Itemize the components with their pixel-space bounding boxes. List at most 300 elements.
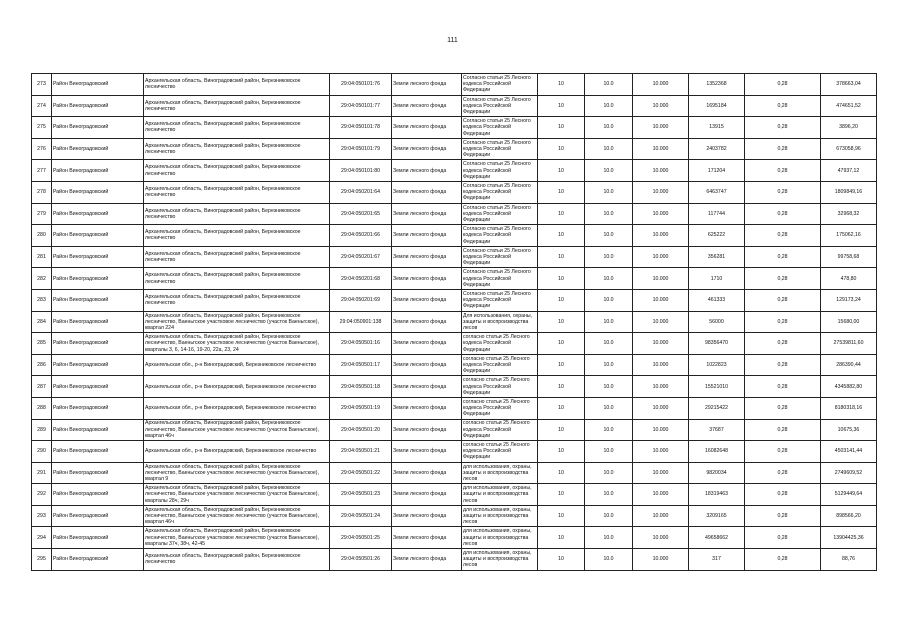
value-cell: 10.000 <box>633 549 689 571</box>
legal-basis-cell: согласно статьи 25 Лесного кодекса Российской Федерации <box>462 441 538 463</box>
value-cell: 10 <box>538 181 585 203</box>
value-cell: 10 <box>538 333 585 355</box>
row-number-cell: 285 <box>32 333 52 355</box>
row-number-cell: 288 <box>32 397 52 419</box>
value-cell: 10.000 <box>633 484 689 506</box>
rate-cell: 0,28 <box>745 549 821 571</box>
value-cell: 10.0 <box>585 462 633 484</box>
row-number-cell: 289 <box>32 419 52 441</box>
cadastral-number-cell: 29:04:050501:18 <box>330 376 392 398</box>
rate-cell: 0,28 <box>745 160 821 182</box>
area-cell: 56000 <box>689 311 745 333</box>
row-number-cell: 290 <box>32 441 52 463</box>
value-cell: 10 <box>538 527 585 549</box>
area-cell: 625222 <box>689 225 745 247</box>
table-row <box>32 289 877 311</box>
area-cell: 1022823 <box>689 354 745 376</box>
area-cell: 2403782 <box>689 138 745 160</box>
table-row <box>32 246 877 268</box>
land-register-table <box>31 73 877 571</box>
value-cell: 10.0 <box>585 160 633 182</box>
value-cell: 10 <box>538 268 585 290</box>
address-cell: Архангельская область, Виноградовский район, Березниковское лесничество <box>144 246 330 268</box>
value-cell: 10.000 <box>633 289 689 311</box>
rate-cell: 0,28 <box>745 354 821 376</box>
land-category-cell: Земли лесного фонда <box>392 419 462 441</box>
rate-cell: 0,28 <box>745 484 821 506</box>
legal-basis-cell: Согласно статьи 25 Лесного кодекса Российской Федерации <box>462 246 538 268</box>
address-cell: Архангельская обл., р-н Виноградовский, Березниковское лесничество <box>144 397 330 419</box>
table-row <box>32 333 877 355</box>
district-cell: Район Виноградовский <box>52 419 144 441</box>
rate-cell: 0,28 <box>745 311 821 333</box>
value-cell: 10.000 <box>633 95 689 117</box>
district-cell: Район Виноградовский <box>52 289 144 311</box>
sum-cell: 13904425,36 <box>821 527 877 549</box>
row-number-cell: 282 <box>32 268 52 290</box>
table-row <box>32 225 877 247</box>
address-cell: Архангельская область, Виноградовский район, Березниковское лесничество <box>144 181 330 203</box>
land-category-cell: Земли лесного фонда <box>392 376 462 398</box>
address-cell: Архангельская область, Виноградовский район, Березниковское лесничество <box>144 117 330 139</box>
value-cell: 10.000 <box>633 462 689 484</box>
legal-basis-cell: Согласно статьи 25 Лесного кодекса Российской Федерации <box>462 74 538 96</box>
legal-basis-cell: для использования, охраны, защиты и воспроизводства лесов <box>462 549 538 571</box>
row-number-cell: 295 <box>32 549 52 571</box>
value-cell: 10.000 <box>633 441 689 463</box>
row-number-cell: 291 <box>32 462 52 484</box>
rate-cell: 0,28 <box>745 419 821 441</box>
table-row <box>32 462 877 484</box>
cadastral-number-cell: 29:04:050901:138 <box>330 311 392 333</box>
cadastral-number-cell: 29:04:050201:68 <box>330 268 392 290</box>
area-cell: 461333 <box>689 289 745 311</box>
cadastral-number-cell: 29:04:050501:20 <box>330 419 392 441</box>
area-cell: 3209165 <box>689 505 745 527</box>
value-cell: 10.000 <box>633 74 689 96</box>
sum-cell: 673058,96 <box>821 138 877 160</box>
row-number-cell: 283 <box>32 289 52 311</box>
rate-cell: 0,28 <box>745 462 821 484</box>
district-cell: Район Виноградовский <box>52 311 144 333</box>
value-cell: 10.0 <box>585 333 633 355</box>
value-cell: 10.0 <box>585 484 633 506</box>
value-cell: 10 <box>538 376 585 398</box>
land-category-cell: Земли лесного фонда <box>392 333 462 355</box>
page-number: 111 <box>447 37 458 44</box>
value-cell: 10.000 <box>633 333 689 355</box>
address-cell: Архангельская область, Виноградовский район, Березниковское лесничество, Ваеньгское участковое лесничество (участок Ваеньгское), квартал 224 <box>144 311 330 333</box>
cadastral-number-cell: 29:04:050201:69 <box>330 289 392 311</box>
land-category-cell: Земли лесного фонда <box>392 203 462 225</box>
table-row <box>32 181 877 203</box>
table-row <box>32 74 877 96</box>
address-cell: Архангельская обл., р-н Виноградовский, Березниковское лесничество <box>144 441 330 463</box>
area-cell: 171204 <box>689 160 745 182</box>
value-cell: 10.000 <box>633 225 689 247</box>
district-cell: Район Виноградовский <box>52 549 144 571</box>
rate-cell: 0,28 <box>745 505 821 527</box>
value-cell: 10.0 <box>585 95 633 117</box>
row-number-cell: 280 <box>32 225 52 247</box>
sum-cell: 27539811,60 <box>821 333 877 355</box>
area-cell: 117744 <box>689 203 745 225</box>
legal-basis-cell: Согласно статьи 25 Лесного кодекса Российской Федерации <box>462 117 538 139</box>
sum-cell: 129173,24 <box>821 289 877 311</box>
rate-cell: 0,28 <box>745 74 821 96</box>
value-cell: 10.0 <box>585 549 633 571</box>
value-cell: 10.000 <box>633 181 689 203</box>
value-cell: 10.000 <box>633 203 689 225</box>
cadastral-number-cell: 29:04:050101:79 <box>330 138 392 160</box>
land-category-cell: Земли лесного фонда <box>392 246 462 268</box>
value-cell: 10.000 <box>633 505 689 527</box>
district-cell: Район Виноградовский <box>52 527 144 549</box>
value-cell: 10.0 <box>585 181 633 203</box>
address-cell: Архангельская область, Виноградовский район, Березниковское лесничество <box>144 74 330 96</box>
land-category-cell: Земли лесного фонда <box>392 462 462 484</box>
area-cell: 15521010 <box>689 376 745 398</box>
district-cell: Район Виноградовский <box>52 95 144 117</box>
value-cell: 10.000 <box>633 160 689 182</box>
legal-basis-cell: Согласно статьи 25 Лесного кодекса Российской Федерации <box>462 160 538 182</box>
district-cell: Район Виноградовский <box>52 225 144 247</box>
value-cell: 10.0 <box>585 527 633 549</box>
table-row <box>32 419 877 441</box>
rate-cell: 0,28 <box>745 203 821 225</box>
table-row <box>32 527 877 549</box>
table-row <box>32 441 877 463</box>
legal-basis-cell: Согласно статьи 25 Лесного кодекса Российской Федерации <box>462 181 538 203</box>
address-cell: Архангельская область, Виноградовский район, Березниковское лесничество <box>144 160 330 182</box>
district-cell: Район Виноградовский <box>52 441 144 463</box>
value-cell: 10.000 <box>633 246 689 268</box>
value-cell: 10 <box>538 289 585 311</box>
legal-basis-cell: Для использования, охраны, защиты и воспроизводства лесов <box>462 311 538 333</box>
legal-basis-cell: Согласно статьи 25 Лесного кодекса Российской Федерации <box>462 225 538 247</box>
table-row <box>32 397 877 419</box>
legal-basis-cell: для использования, охраны, защиты и воспроизводства лесов <box>462 527 538 549</box>
district-cell: Район Виноградовский <box>52 462 144 484</box>
sum-cell: 898566,20 <box>821 505 877 527</box>
address-cell: Архангельская область, Виноградовский район, Березниковское лесничество, Ваеньгское участковое лесничество (участок Ваеньгское), квартал 9 <box>144 462 330 484</box>
table-row <box>32 117 877 139</box>
area-cell: 29215422 <box>689 397 745 419</box>
rate-cell: 0,28 <box>745 527 821 549</box>
area-cell: 16082648 <box>689 441 745 463</box>
row-number-cell: 273 <box>32 74 52 96</box>
value-cell: 10 <box>538 549 585 571</box>
district-cell: Район Виноградовский <box>52 181 144 203</box>
value-cell: 10 <box>538 311 585 333</box>
row-number-cell: 276 <box>32 138 52 160</box>
cadastral-number-cell: 29:04:050501:24 <box>330 505 392 527</box>
sum-cell: 47937,12 <box>821 160 877 182</box>
value-cell: 10 <box>538 138 585 160</box>
value-cell: 10.000 <box>633 311 689 333</box>
legal-basis-cell: Согласно статьи 25 Лесного кодекса Российской Федерации <box>462 203 538 225</box>
sum-cell: 15680,00 <box>821 311 877 333</box>
value-cell: 10 <box>538 441 585 463</box>
table-row <box>32 311 877 333</box>
value-cell: 10 <box>538 246 585 268</box>
row-number-cell: 292 <box>32 484 52 506</box>
cadastral-number-cell: 29:04:050101:76 <box>330 74 392 96</box>
land-category-cell: Земли лесного фонда <box>392 397 462 419</box>
address-cell: Архангельская область, Виноградовский район, Березниковское лесничество <box>144 225 330 247</box>
value-cell: 10.0 <box>585 505 633 527</box>
area-cell: 18319463 <box>689 484 745 506</box>
value-cell: 10 <box>538 95 585 117</box>
area-cell: 98356470 <box>689 333 745 355</box>
value-cell: 10.0 <box>585 138 633 160</box>
area-cell: 6463747 <box>689 181 745 203</box>
cadastral-number-cell: 29:04:050501:26 <box>330 549 392 571</box>
value-cell: 10 <box>538 462 585 484</box>
land-category-cell: Земли лесного фонда <box>392 138 462 160</box>
value-cell: 10.0 <box>585 354 633 376</box>
value-cell: 10.0 <box>585 246 633 268</box>
sum-cell: 10675,36 <box>821 419 877 441</box>
district-cell: Район Виноградовский <box>52 268 144 290</box>
cadastral-number-cell: 29:04:050501:21 <box>330 441 392 463</box>
land-category-cell: Земли лесного фонда <box>392 505 462 527</box>
value-cell: 10.0 <box>585 311 633 333</box>
land-category-cell: Земли лесного фонда <box>392 354 462 376</box>
cadastral-number-cell: 29:04:050501:16 <box>330 333 392 355</box>
land-category-cell: Земли лесного фонда <box>392 527 462 549</box>
district-cell: Район Виноградовский <box>52 160 144 182</box>
value-cell: 10 <box>538 397 585 419</box>
cadastral-number-cell: 29:04:050501:25 <box>330 527 392 549</box>
rate-cell: 0,28 <box>745 289 821 311</box>
rate-cell: 0,28 <box>745 397 821 419</box>
row-number-cell: 293 <box>32 505 52 527</box>
district-cell: Район Виноградовский <box>52 203 144 225</box>
land-category-cell: Земли лесного фонда <box>392 225 462 247</box>
legal-basis-cell: согласно статьи 25 Лесного кодекса Российской Федерации <box>462 376 538 398</box>
district-cell: Район Виноградовский <box>52 246 144 268</box>
address-cell: Архангельская область, Виноградовский район, Березниковское лесничество <box>144 289 330 311</box>
cadastral-number-cell: 29:04:050501:22 <box>330 462 392 484</box>
area-cell: 37687 <box>689 419 745 441</box>
value-cell: 10 <box>538 225 585 247</box>
district-cell: Район Виноградовский <box>52 505 144 527</box>
land-category-cell: Земли лесного фонда <box>392 268 462 290</box>
address-cell: Архангельская область, Виноградовский район, Березниковское лесничество, Ваеньгское участковое лесничество (участок Ваеньгское), кварталы 28ч, 29ч <box>144 484 330 506</box>
value-cell: 10 <box>538 419 585 441</box>
rate-cell: 0,28 <box>745 441 821 463</box>
value-cell: 10 <box>538 484 585 506</box>
land-category-cell: Земли лесного фонда <box>392 549 462 571</box>
cadastral-number-cell: 29:04:050201:65 <box>330 203 392 225</box>
address-cell: Архангельская обл., р-н Виноградовский, Березниковское лесничество <box>144 376 330 398</box>
row-number-cell: 275 <box>32 117 52 139</box>
value-cell: 10.000 <box>633 354 689 376</box>
sum-cell: 4503141,44 <box>821 441 877 463</box>
table-row <box>32 484 877 506</box>
value-cell: 10.000 <box>633 527 689 549</box>
table-row <box>32 268 877 290</box>
sum-cell: 8180318,16 <box>821 397 877 419</box>
cadastral-number-cell: 29:04:050501:17 <box>330 354 392 376</box>
row-number-cell: 284 <box>32 311 52 333</box>
area-cell: 317 <box>689 549 745 571</box>
table-row <box>32 160 877 182</box>
rate-cell: 0,28 <box>745 225 821 247</box>
row-number-cell: 286 <box>32 354 52 376</box>
legal-basis-cell: согласно статьи 25 Лесного кодекса Российской Федерации <box>462 333 538 355</box>
sum-cell: 3896,20 <box>821 117 877 139</box>
table-row <box>32 203 877 225</box>
table-row <box>32 95 877 117</box>
land-category-cell: Земли лесного фонда <box>392 117 462 139</box>
table-row <box>32 505 877 527</box>
value-cell: 10.000 <box>633 117 689 139</box>
sum-cell: 1809849,16 <box>821 181 877 203</box>
sum-cell: 88,76 <box>821 549 877 571</box>
address-cell: Архангельская область, Виноградовский район, Березниковское лесничество <box>144 268 330 290</box>
area-cell: 1695184 <box>689 95 745 117</box>
table-row <box>32 138 877 160</box>
land-category-cell: Земли лесного фонда <box>392 95 462 117</box>
land-category-cell: Земли лесного фонда <box>392 74 462 96</box>
rate-cell: 0,28 <box>745 117 821 139</box>
address-cell: Архангельская обл., р-н Виноградовский, Березниковское лесничество <box>144 354 330 376</box>
value-cell: 10.0 <box>585 376 633 398</box>
table-row <box>32 376 877 398</box>
value-cell: 10 <box>538 354 585 376</box>
district-cell: Район Виноградовский <box>52 138 144 160</box>
sum-cell: 175062,16 <box>821 225 877 247</box>
table-body <box>32 74 877 571</box>
row-number-cell: 274 <box>32 95 52 117</box>
value-cell: 10.0 <box>585 268 633 290</box>
address-cell: Архангельская область, Виноградовский район, Березниковское лесничество <box>144 138 330 160</box>
value-cell: 10.000 <box>633 138 689 160</box>
sum-cell: 5129449,64 <box>821 484 877 506</box>
rate-cell: 0,28 <box>745 376 821 398</box>
land-category-cell: Земли лесного фонда <box>392 484 462 506</box>
legal-basis-cell: Согласно статьи 25 Лесного кодекса Российской Федерации <box>462 95 538 117</box>
row-number-cell: 278 <box>32 181 52 203</box>
value-cell: 10.0 <box>585 74 633 96</box>
district-cell: Район Виноградовский <box>52 74 144 96</box>
cadastral-number-cell: 29:04:050201:67 <box>330 246 392 268</box>
legal-basis-cell: Согласно статьи 25 Лесного кодекса Российской Федерации <box>462 138 538 160</box>
district-cell: Район Виноградовский <box>52 376 144 398</box>
rate-cell: 0,28 <box>745 246 821 268</box>
sum-cell: 2749609,52 <box>821 462 877 484</box>
area-cell: 9820034 <box>689 462 745 484</box>
area-cell: 49658662 <box>689 527 745 549</box>
table-row <box>32 354 877 376</box>
land-category-cell: Земли лесного фонда <box>392 311 462 333</box>
address-cell: Архангельская область, Виноградовский район, Березниковское лесничество, Ваеньгское участковое лесничество (участок Ваеньгское), кварталы 3, 6, 14-16, 19-20, 22а, 23, 24 <box>144 333 330 355</box>
rate-cell: 0,28 <box>745 268 821 290</box>
value-cell: 10.000 <box>633 268 689 290</box>
value-cell: 10.0 <box>585 397 633 419</box>
cadastral-number-cell: 29:04:050501:19 <box>330 397 392 419</box>
value-cell: 10.0 <box>585 117 633 139</box>
value-cell: 10.000 <box>633 376 689 398</box>
cadastral-number-cell: 29:04:050101:78 <box>330 117 392 139</box>
district-cell: Район Виноградовский <box>52 484 144 506</box>
value-cell: 10.0 <box>585 289 633 311</box>
district-cell: Район Виноградовский <box>52 117 144 139</box>
row-number-cell: 281 <box>32 246 52 268</box>
value-cell: 10.000 <box>633 397 689 419</box>
cadastral-number-cell: 29:04:050501:23 <box>330 484 392 506</box>
address-cell: Архангельская область, Виноградовский район, Березниковское лесничество, Ваеньгское участковое лесничество (участок Ваеньгское), кварталы 37ч, 38ч, 42-45 <box>144 527 330 549</box>
value-cell: 10 <box>538 203 585 225</box>
address-cell: Архангельская область, Виноградовский район, Березниковское лесничество, Ваеньгское участковое лесничество (участок Ваеньгское), квартал 46ч <box>144 419 330 441</box>
cadastral-number-cell: 29:04:050101:80 <box>330 160 392 182</box>
sum-cell: 99758,68 <box>821 246 877 268</box>
district-cell: Район Виноградовский <box>52 333 144 355</box>
row-number-cell: 279 <box>32 203 52 225</box>
row-number-cell: 287 <box>32 376 52 398</box>
value-cell: 10.0 <box>585 441 633 463</box>
sum-cell: 478,80 <box>821 268 877 290</box>
table-row <box>32 549 877 571</box>
legal-basis-cell: согласно статьи 25 Лесного кодекса Российской Федерации <box>462 419 538 441</box>
address-cell: Архангельская область, Виноградовский район, Березниковское лесничество <box>144 549 330 571</box>
rate-cell: 0,28 <box>745 181 821 203</box>
value-cell: 10 <box>538 160 585 182</box>
legal-basis-cell: Согласно статьи 25 Лесного кодекса Российской Федерации <box>462 289 538 311</box>
value-cell: 10.0 <box>585 419 633 441</box>
rate-cell: 0,28 <box>745 138 821 160</box>
sum-cell: 4345882,80 <box>821 376 877 398</box>
legal-basis-cell: для использования, охраны, защиты и воспроизводства лесов <box>462 462 538 484</box>
rate-cell: 0,28 <box>745 333 821 355</box>
sum-cell: 378663,04 <box>821 74 877 96</box>
district-cell: Район Виноградовский <box>52 397 144 419</box>
sum-cell: 286390,44 <box>821 354 877 376</box>
land-category-cell: Земли лесного фонда <box>392 441 462 463</box>
legal-basis-cell: для использования, охраны, защиты и воспроизводства лесов <box>462 484 538 506</box>
legal-basis-cell: согласно статьи 25 Лесного кодекса Российской Федерации <box>462 354 538 376</box>
area-cell: 13915 <box>689 117 745 139</box>
land-category-cell: Земли лесного фонда <box>392 289 462 311</box>
land-category-cell: Земли лесного фонда <box>392 160 462 182</box>
value-cell: 10.0 <box>585 225 633 247</box>
address-cell: Архангельская область, Виноградовский район, Березниковское лесничество, Ваеньгское участковое лесничество (участок Ваеньгское), квартал 46ч <box>144 505 330 527</box>
value-cell: 10.0 <box>585 203 633 225</box>
cadastral-number-cell: 29:04:050201:64 <box>330 181 392 203</box>
rate-cell: 0,28 <box>745 95 821 117</box>
address-cell: Архангельская область, Виноградовский район, Березниковское лесничество <box>144 95 330 117</box>
legal-basis-cell: Согласно статьи 25 Лесного кодекса Российской Федерации <box>462 268 538 290</box>
cadastral-number-cell: 29:04:050201:66 <box>330 225 392 247</box>
sum-cell: 32968,32 <box>821 203 877 225</box>
district-cell: Район Виноградовский <box>52 354 144 376</box>
row-number-cell: 294 <box>32 527 52 549</box>
address-cell: Архангельская область, Виноградовский район, Березниковское лесничество <box>144 203 330 225</box>
area-cell: 1352368 <box>689 74 745 96</box>
sum-cell: 474651,52 <box>821 95 877 117</box>
area-cell: 356281 <box>689 246 745 268</box>
value-cell: 10 <box>538 505 585 527</box>
value-cell: 10 <box>538 117 585 139</box>
row-number-cell: 277 <box>32 160 52 182</box>
cadastral-number-cell: 29:04:050101:77 <box>330 95 392 117</box>
legal-basis-cell: для использования, охраны, защиты и воспроизводства лесов <box>462 505 538 527</box>
legal-basis-cell: согласно статьи 25 Лесного кодекса Российской Федерации <box>462 397 538 419</box>
land-category-cell: Земли лесного фонда <box>392 181 462 203</box>
value-cell: 10.000 <box>633 419 689 441</box>
